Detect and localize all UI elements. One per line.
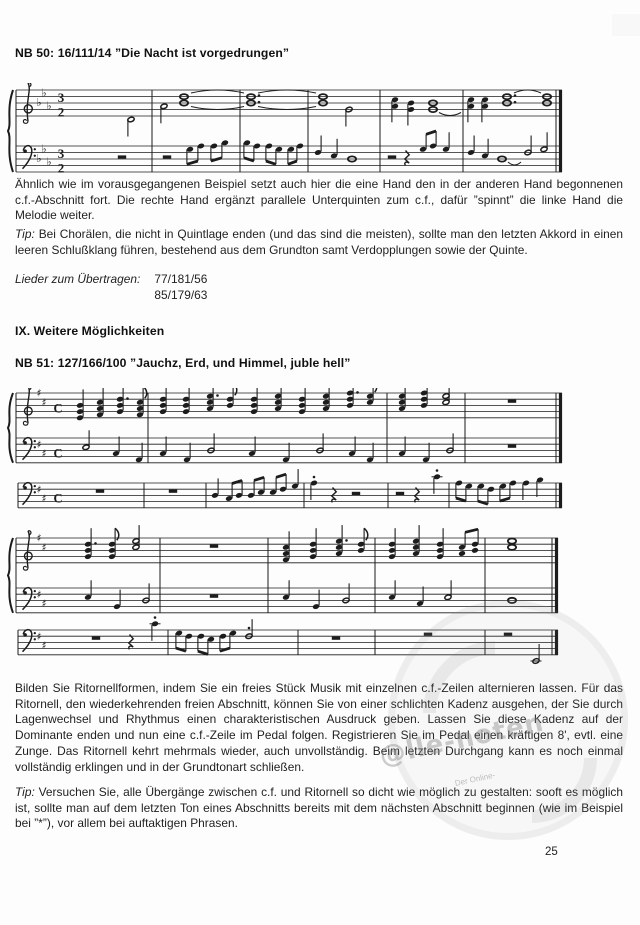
lieder-row (15, 272, 207, 303)
section-heading: IX. Weitere Möglichkeiten (15, 324, 165, 338)
music-system-nb51-b (0, 525, 640, 670)
svg-text:♯: ♯ (41, 541, 47, 554)
tip-paragraph-2 (15, 785, 623, 832)
svg-text:♯: ♯ (36, 588, 42, 601)
music-system-nb51-a (0, 388, 640, 515)
svg-text:♯: ♯ (36, 532, 42, 545)
tip-label-1: Tip: (15, 227, 35, 241)
watermark-subtext: Der Online- (454, 770, 496, 788)
svg-text:♯: ♯ (41, 493, 47, 506)
lieder-label: Lieder zum Übertragen: (15, 272, 141, 286)
svg-text:♭: ♭ (41, 86, 47, 100)
tip-label-2: Tip: (15, 785, 35, 799)
nb50-heading: NB 50: 16/111/14 ”Die Nacht ist vorgedrungen” (15, 46, 290, 60)
svg-text:3: 3 (57, 90, 65, 105)
svg-text:♯: ♯ (36, 630, 42, 643)
svg-text:C: C (53, 446, 63, 461)
svg-text:2: 2 (57, 160, 65, 176)
svg-text:♭: ♭ (46, 155, 52, 169)
svg-text:♯: ♯ (41, 640, 47, 653)
svg-text:3: 3 (57, 146, 65, 161)
lieder-number-1: 77/181/56 (154, 272, 208, 286)
svg-text:♭: ♭ (46, 99, 52, 113)
paragraph-nb50: Ähnlich wie im vorausgegangenen Beispiel setzt auch hier die eine Hand den in der anderen Hand begonnenen c.f.-Abschnitt fort. Die rechte Hand ergänzt parallele Unterquinten zum c.f., dafür ”spinnt” die linke Hand die Melodie weiter. (15, 177, 623, 223)
svg-text:♯: ♯ (41, 448, 47, 461)
tip-paragraph-1 (15, 227, 623, 258)
nb51-heading: NB 51: 127/166/100 ”Jauchz, Erd, und Himmel, juble hell” (15, 356, 351, 370)
page-number: 25 (545, 846, 558, 858)
svg-text:♯: ♯ (36, 388, 42, 400)
svg-text:♯: ♯ (41, 598, 47, 611)
scan-artifact-top-right (612, 14, 640, 36)
svg-text:♭: ♭ (41, 142, 47, 156)
tip-text-2: Versuchen Sie, alle Übergänge zwischen c.f. und Ritornell so dicht wie möglich zu gestalten: sooft es möglich ist, sollte man auf dem letzten Ton eines Abschnitts bereits mit dem nächsten Abschnitt beginnen (wie im Beispiel bei ”*”), vor allem bei auftaktigen Phrasen. (15, 785, 623, 831)
svg-text:2: 2 (57, 104, 65, 120)
svg-text:♯: ♯ (41, 396, 47, 409)
watermark-text: @lle-noten (376, 707, 547, 772)
svg-text:♯: ♯ (36, 438, 42, 451)
music-system-nb50 (0, 83, 640, 178)
tip-text-1: Bei Chorälen, die nicht in Quintlage enden (und das sind die meisten), sollte man den letzten Akkord in einen leeren Schlußklang führen, bestehend aus dem Grundton samt Verdopplungen sowie der Quinte. (15, 227, 623, 257)
lieder-number-2: 85/179/63 (154, 287, 208, 302)
svg-text:♭: ♭ (36, 152, 42, 166)
svg-text:♯: ♯ (36, 483, 42, 496)
lieder-numbers (154, 272, 207, 303)
svg-text:C: C (53, 401, 63, 416)
svg-text:C: C (53, 491, 63, 506)
svg-text:♭: ♭ (36, 96, 42, 110)
paragraph-nb51: Bilden Sie Ritornellformen, indem Sie ein freies Stück Musik mit einzelnen c.f.-Zeilen alternieren lassen. Für das Ritornell, den wiederkehrenden freien Abschnitt, können Sie von einer schlichten Kadenz ausgehen, der Sie durch Lagenwechsel und Rhythmus einen charakteristischen Ausdruck geben. Lassen Sie diese Kadenz auf der Dominante enden und nun eine c.f.-Zeile im Pedal folgen. Registrieren Sie im Pedal einen kräftigen 8', evtl. eine Zunge. Das Ritornell kehrt mehrmals wieder, auch unvollständig. Beim letzten Durchgang kann es noch einmal vollständig erklingen und in der Grundtonart schließen. (15, 681, 623, 774)
